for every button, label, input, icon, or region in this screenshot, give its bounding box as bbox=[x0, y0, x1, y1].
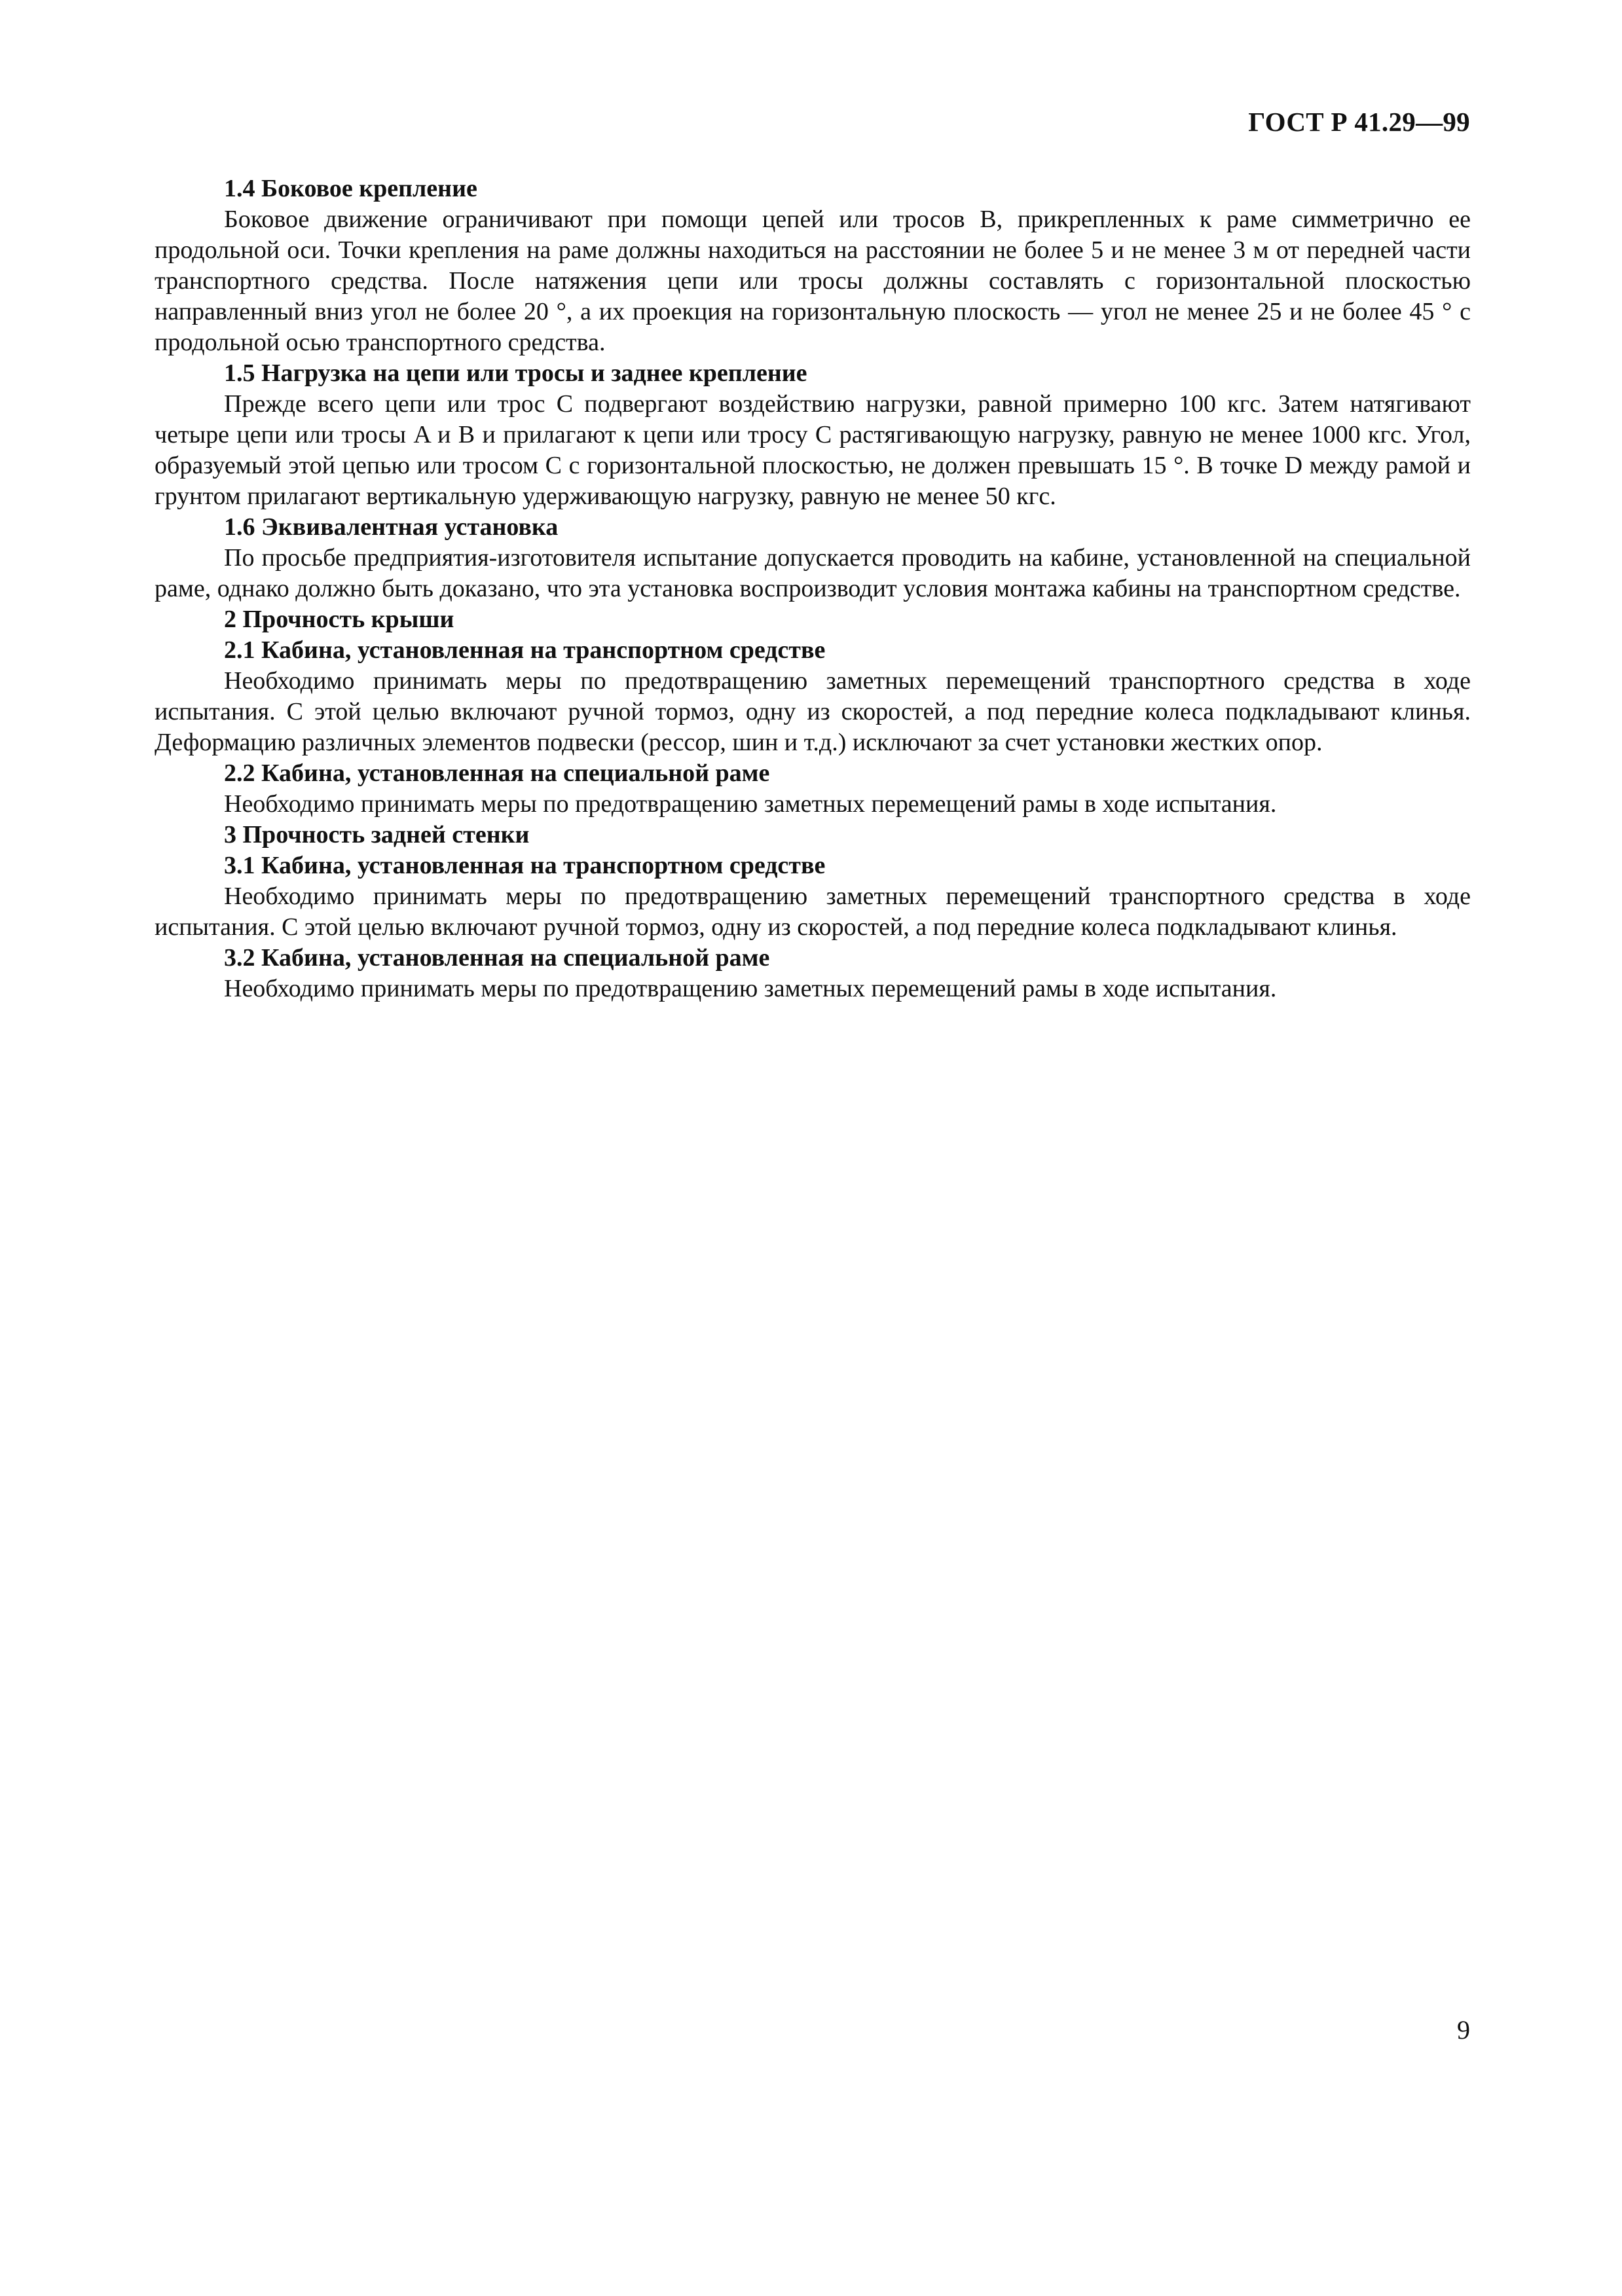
section-heading-1-5: 1.5 Нагрузка на цепи или тросы и заднее крепление bbox=[224, 359, 807, 387]
page-number: 9 bbox=[1457, 2015, 1470, 2045]
section-heading-2: 2 Прочность крыши bbox=[224, 606, 454, 633]
section-paragraph-3-1: Необходимо принимать меры по предотвращению заметных перемещений транспортного средства в ходе испытания. С этой целью включают ручной тормоз, одну из скоростей, а под передние колеса подкладывают клинья. bbox=[155, 883, 1471, 941]
section-paragraph-2-2: Необходимо принимать меры по предотвращению заметных перемещений рамы в ходе испытания. bbox=[224, 790, 1277, 818]
section-paragraph-1-5: Прежде всего цепи или трос C подвергают воздействию нагрузки, равной примерно 100 кгс. Затем натягивают четыре цепи или тросы A и B и прилагают к цепи или тросу C растягивающую нагрузку, равную не менее 1000 кгс. Угол, образуемый этой цепью или тросом C с горизонтальной плоскостью, не должен превышать 15 °. В точке D между рамой и грунтом прилагают вертикальную удерживающую нагрузку, равную не менее 50 кгс. bbox=[155, 390, 1471, 510]
section-paragraph-3-2: Необходимо принимать меры по предотвращению заметных перемещений рамы в ходе испытания. bbox=[224, 975, 1277, 1002]
section-heading-1-4: 1.4 Боковое крепление bbox=[224, 175, 477, 202]
section-heading-1-6: 1.6 Эквивалентная установка bbox=[224, 513, 559, 541]
section-paragraph-1-6: По просьбе предприятия-изготовителя испытание допускается проводить на кабине, установленной на специальной раме, однако должно быть доказано, что эта установка воспроизводит условия монтажа кабины на транспортном средстве. bbox=[155, 544, 1471, 602]
document-code: ГОСТ Р 41.29—99 bbox=[1248, 107, 1470, 137]
section-heading-2-2: 2.2 Кабина, установленная на специальной раме bbox=[224, 759, 770, 787]
document-body bbox=[155, 173, 1471, 1004]
section-heading-3: 3 Прочность задней стенки bbox=[224, 821, 530, 848]
section-heading-3-2: 3.2 Кабина, установленная на специальной раме bbox=[224, 944, 770, 972]
section-heading-2-1: 2.1 Кабина, установленная на транспортном средстве bbox=[224, 636, 826, 664]
section-heading-3-1: 3.1 Кабина, установленная на транспортном средстве bbox=[224, 852, 826, 879]
section-paragraph-1-4: Боковое движение ограничивают при помощи цепей или тросов B, прикрепленных к раме симметрично ее продольной оси. Точки крепления на раме должны находиться на расстоянии не более 5 и не менее 3 м от передней части транспортного средства. После натяжения цепи или тросы должны составлять с горизонтальной плоскостью направленный вниз угол не более 20 °, а их проекция на горизонтальную плоскость — угол не менее 25 и не более 45 ° с продольной осью транспортного средства. bbox=[155, 206, 1471, 356]
section-paragraph-2-1: Необходимо принимать меры по предотвращению заметных перемещений транспортного средства в ходе испытания. С этой целью включают ручной тормоз, одну из скоростей, а под передние колеса подкладывают клинья. Деформацию различных элементов подвески (рессор, шин и т.д.) исключают за счет установки жестких опор. bbox=[155, 667, 1471, 756]
